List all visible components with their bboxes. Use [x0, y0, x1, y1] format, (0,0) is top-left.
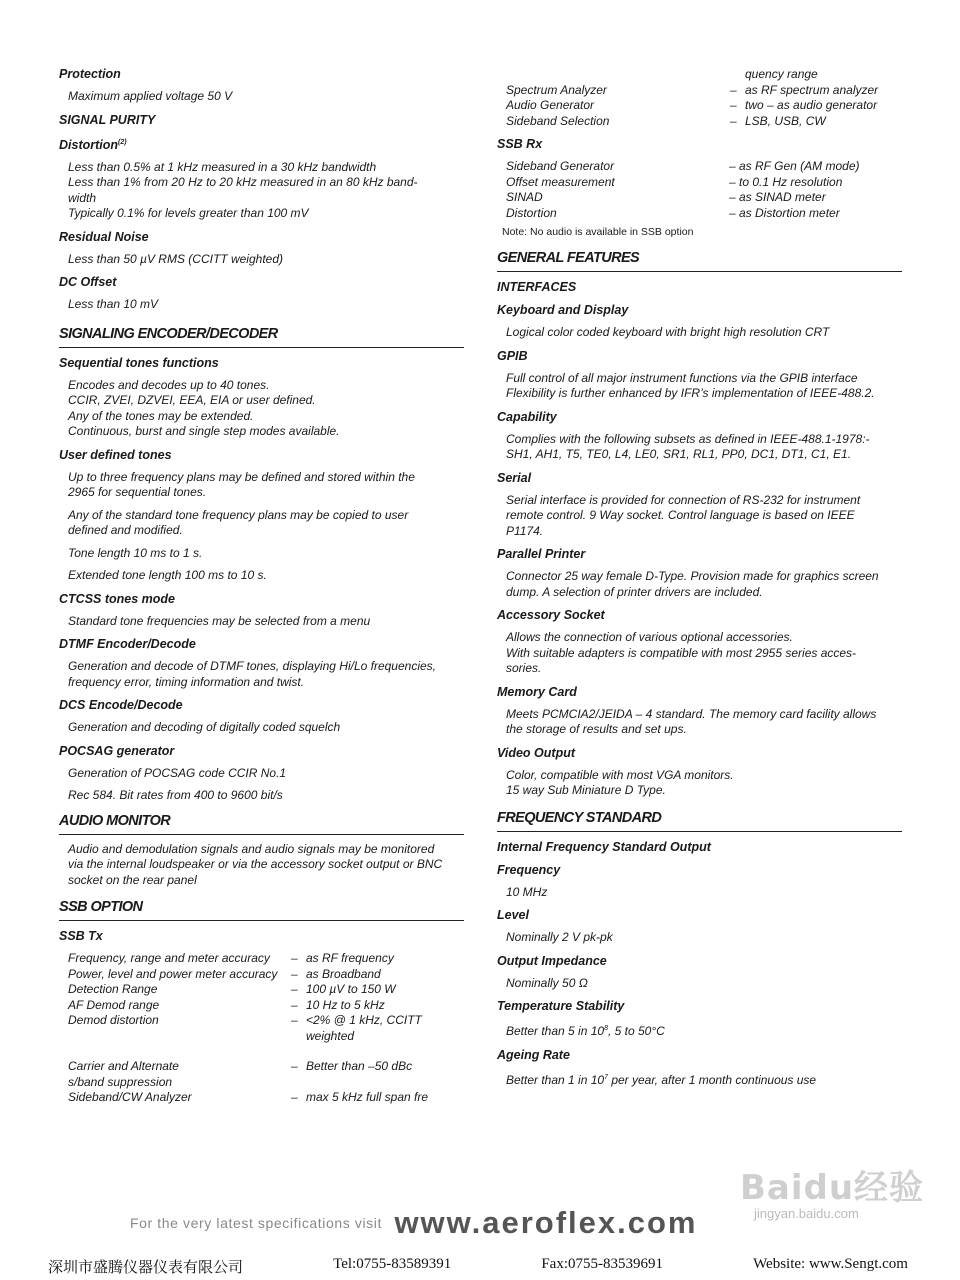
contact-fax: Fax:0755-83539691	[541, 1256, 663, 1272]
contact-bar	[48, 1256, 908, 1277]
ctcss-text: Standard tone frequencies may be selected from a menu	[68, 613, 371, 628]
temperature-text: Better than 5 in $10^8$, 5 to 50°C	[506, 1024, 665, 1038]
ssb-rx-row-label: Offset measurement	[506, 174, 615, 189]
ssb-tx-cont-row-value: as RF spectrum analyzer	[745, 82, 879, 97]
frequency-title: Frequency	[497, 862, 561, 877]
user-defined-p3: Tone length 10 ms to 1 s.	[68, 545, 203, 560]
gpib-text: Full control of all major instrument functions via the GPIB interface Flexibility is further enhanced by IFR’s implementation of IEEE-488.2.	[506, 370, 875, 400]
ssb-tx-row-value	[306, 1075, 456, 1091]
ssb-tx-cont-row-dash: –	[730, 113, 737, 128]
ssb-tx-row-label: Frequency, range and meter accuracy	[68, 951, 270, 966]
company-name: 深圳市盛腾仪器仪表有限公司	[48, 1260, 244, 1276]
ssb-tx-row-value: weighted	[306, 1028, 355, 1043]
left-column	[59, 66, 464, 1106]
ssb-tx-row-value: as Broadband	[306, 966, 381, 981]
residual-noise-text: Less than 50 µV RMS (CCITT weighted)	[68, 251, 283, 266]
ssb-tx-row-label: AF Demod range	[68, 997, 160, 1012]
ssb-tx-row-value: 10 Hz to 5 kHz	[306, 997, 385, 1012]
baidu-watermark: Baidu经验	[740, 1168, 925, 1208]
contact-tel: Tel:0755-83589391	[333, 1256, 452, 1272]
ssb-tx-row-label: Sideband/CW Analyzer	[68, 1090, 192, 1105]
accessory-text: Allows the connection of various optional accessories. With suitable adapters is compatible with most 2955 series acces- sories.	[506, 630, 857, 675]
ssb-rx-row-value: – as SINAD meter	[729, 190, 826, 204]
ssb-tx-row-value: 100 µV to 150 W	[306, 982, 396, 997]
sequential-text: Encodes and decodes up to 40 tones. CCIR, ZVEI, DZVEI, EEA, EIA or user defined. Any of the tones may be extended. Continuous, burst and single step modes available.	[68, 377, 340, 439]
dc-offset-text: Less than 10 mV	[68, 297, 159, 312]
ssb-tx-cont-row-label: Spectrum Analyzer	[506, 82, 607, 97]
level-title: Level	[497, 908, 529, 922]
keyboard-title: Keyboard and Display	[497, 303, 629, 317]
gpib-title: GPIB	[497, 348, 528, 363]
ssb-tx-row-dash: –	[291, 997, 298, 1012]
memory-title: Memory Card	[497, 684, 577, 699]
frequency-text: 10 MHz	[506, 884, 548, 899]
capability-title: Capability	[497, 409, 557, 424]
protection-title: Protection	[59, 67, 121, 81]
pocsag-title: POCSAG generator	[59, 743, 175, 758]
internal-standard-title: Internal Frequency Standard Output	[497, 839, 711, 854]
distortion-text: Less than 0.5% at 1 kHz measured in a 30 kHz bandwidth Less than 1% from 20 Hz to 20 kHz measured in an 80 kHz band- width Typically 0.1% for levels greater than 100 mV	[68, 159, 418, 221]
ssb-tx-row-dash	[291, 1075, 306, 1091]
ssb-tx-row-dash: –	[291, 1059, 298, 1074]
serial-title: Serial	[497, 470, 532, 485]
dtmf-text: Generation and decode of DTMF tones, displaying Hi/Lo frequencies, frequency error, timing information and twist.	[68, 659, 436, 689]
general-features-heading: GENERAL FEATURES	[497, 249, 902, 272]
accessory-title: Accessory Socket	[497, 608, 605, 622]
user-defined-p2: Any of the standard tone frequency plans may be copied to user defined and modified.	[68, 507, 409, 538]
ssb-rx-row-label: SINAD	[506, 190, 543, 204]
frequency-standard-heading: FREQUENCY STANDARD	[497, 809, 902, 832]
memory-text: Meets PCMCIA2/JEIDA – 4 standard. The memory card facility allows the storage of results and set ups.	[506, 706, 877, 736]
video-text: Color, compatible with most VGA monitors. 15 way Sub Miniature D Type.	[506, 767, 734, 797]
protection-text: Maximum applied voltage 50 V	[68, 89, 233, 103]
dcs-title: DCS Encode/Decode	[59, 698, 183, 713]
ssb-tx-row-dash	[291, 1029, 306, 1045]
ssb-tx-continued-table	[497, 67, 902, 129]
contact-website[interactable]: Website: www.Sengt.com	[753, 1256, 908, 1272]
footer	[130, 1205, 810, 1241]
ssb-tx-row-label: s/band suppression	[68, 1074, 173, 1089]
ssb-tx-title: SSB Tx	[59, 929, 103, 944]
footer-text: For the very latest specifications visit	[130, 1215, 382, 1231]
ssb-tx-cont-row-dash	[730, 67, 745, 83]
ctcss-title: CTCSS tones mode	[59, 591, 175, 606]
ssb-rx-title: SSB Rx	[497, 137, 543, 151]
ssb-rx-table	[497, 159, 902, 221]
user-defined-p1: Up to three frequency plans may be defined and stored within the 2965 for sequential tones.	[68, 469, 415, 500]
sequential-title: Sequential tones functions	[59, 355, 219, 370]
ssb-rx-row-value: – as RF Gen (AM mode)	[729, 159, 860, 173]
signaling-heading: SIGNALING ENCODER/DECODER	[59, 325, 464, 348]
ssb-tx-row-label	[68, 1029, 291, 1045]
dc-offset-title: DC Offset	[59, 275, 117, 290]
ssb-tx-table	[59, 951, 464, 1044]
ssb-tx-row-dash: –	[291, 951, 298, 966]
ssb-rx-row-value: – to 0.1 Hz resolution	[729, 174, 843, 189]
ssb-rx-row-label: Distortion	[506, 205, 557, 220]
residual-noise-title: Residual Noise	[59, 229, 149, 244]
ssb-tx-cont-row-value: LSB, USB, CW	[745, 113, 826, 128]
ssb-tx-row-value: as RF frequency	[306, 951, 394, 966]
video-title: Video Output	[497, 745, 575, 760]
ageing-text: Better than 1 in $10^7$ per year, after 1 month continuous use	[506, 1072, 817, 1087]
impedance-title: Output Impedance	[497, 953, 607, 968]
ssb-tx-row-label: Carrier and Alternate	[68, 1059, 179, 1074]
temperature-title: Temperature Stability	[497, 999, 625, 1013]
printer-text: Connector 25 way female D-Type. Provision made for graphics screen dump. A selection of printer drivers are included.	[506, 569, 879, 599]
ssb-heading: SSB OPTION	[59, 898, 464, 921]
audio-monitor-heading: AUDIO MONITOR	[59, 812, 464, 835]
ssb-tx-row-label: Power, level and power meter accuracy	[68, 966, 278, 981]
ssb-tx-row-value: <2% @ 1 kHz, CCITT	[306, 1013, 422, 1028]
user-defined-p4: Extended tone length 100 ms to 10 s.	[68, 568, 267, 583]
ssb-tx-cont-row-value: quency range	[745, 67, 818, 81]
dcs-text: Generation and decoding of digitally coded squelch	[68, 720, 341, 735]
ssb-tx-cont-row-label: Sideband Selection	[506, 113, 610, 128]
dtmf-title: DTMF Encoder/Decode	[59, 637, 196, 652]
impedance-text: Nominally 50 Ω	[506, 975, 588, 990]
level-text: Nominally 2 V pk-pk	[506, 930, 613, 944]
ssb-tx-row-value: Better than –50 dBc	[306, 1059, 413, 1074]
capability-text: Complies with the following subsets as defined in IEEE-488.1-1978:- SH1, AH1, T5, TE0, L4, LE0, SR1, RL1, PP0, DC1, DT1, C1, E1.	[506, 431, 870, 461]
ssb-tx-cont-row-dash: –	[730, 82, 737, 97]
pocsag-p2: Rec 584. Bit rates from 400 to 9600 bit/s	[68, 788, 283, 803]
ssb-tx-row-label: Detection Range	[68, 982, 158, 997]
ageing-title: Ageing Rate	[497, 1047, 570, 1062]
ssb-tx-cont-row-value: two – as audio generator	[745, 98, 878, 112]
distortion-title: Distortion$^{(2)}$	[59, 137, 127, 152]
ssb-tx-row-dash: –	[291, 982, 298, 997]
ssb-tx-row-dash: –	[291, 966, 298, 981]
ssb-rx-row-value: – as Distortion meter	[729, 205, 840, 220]
user-defined-title: User defined tones	[59, 447, 172, 462]
ssb-tx-cont-row-label	[506, 67, 730, 83]
ssb-rx-row-label: Sideband Generator	[506, 159, 615, 173]
keyboard-text: Logical color coded keyboard with bright high resolution CRT	[506, 325, 830, 339]
right-column	[497, 67, 902, 1088]
audio-monitor-text: Audio and demodulation signals and audio signals may be monitored via the internal loudspeaker or via the accessory socket output or BNC socket on the rear panel	[68, 841, 443, 887]
ssb-tx-table-2	[59, 1059, 464, 1106]
ssb-tx-row-value: max 5 kHz full span fre	[306, 1090, 429, 1105]
interfaces-title: INTERFACES	[497, 280, 577, 294]
ssb-tx-cont-row-label: Audio Generator	[506, 98, 595, 112]
printer-title: Parallel Printer	[497, 547, 586, 561]
ssb-tx-cont-row-dash: –	[730, 98, 737, 112]
baidu-watermark-url: jingyan.baidu.com	[754, 1206, 859, 1221]
ssb-tx-row-dash: –	[291, 1090, 298, 1105]
serial-text: Serial interface is provided for connection of RS-232 for instrument remote control. 9 Way socket. Control language is based on IEEE P1174.	[506, 492, 861, 538]
pocsag-p1: Generation of POCSAG code CCIR No.1	[68, 765, 287, 780]
signal-purity-title: SIGNAL PURITY	[59, 112, 156, 127]
ssb-tx-row-label: Demod distortion	[68, 1013, 159, 1028]
ssb-note: Note: No audio is available in SSB option	[502, 226, 694, 238]
ssb-tx-row-dash: –	[291, 1013, 298, 1028]
footer-url[interactable]: www.aeroflex.com	[394, 1205, 698, 1240]
